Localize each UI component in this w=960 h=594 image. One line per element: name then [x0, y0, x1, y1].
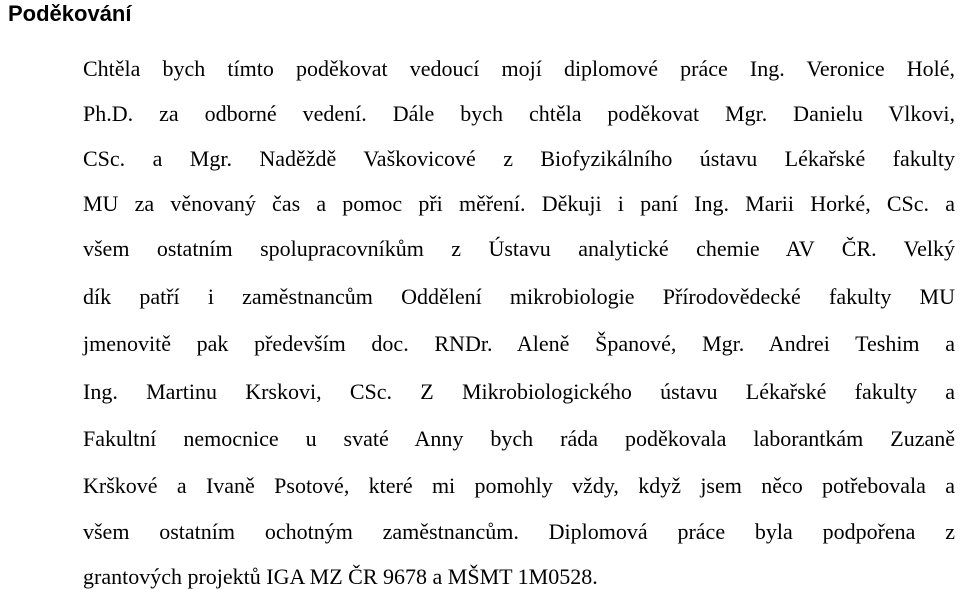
paragraph-line: Chtěla bych tímto poděkovat vedoucí mojí diplomové práce Ing. Veronice Holé, [83, 56, 955, 81]
paragraph-line: jmenovitě pak především doc. RNDr. Aleně Španové, Mgr. Andrei Teshim a [83, 331, 955, 356]
paragraph-line: Ph.D. za odborné vedení. Dále bych chtěla poděkovat Mgr. Danielu Vlkovi, [83, 101, 955, 126]
paragraph-line: Fakultní nemocnice u svaté Anny bych ráda poděkovala laborantkám Zuzaně [83, 426, 955, 451]
paragraph-line: dík patří i zaměstnancům Oddělení mikrobiologie Přírodovědecké fakulty MU [83, 284, 955, 309]
paragraph-line: MU za věnovaný čas a pomoc při měření. Děkuji i paní Ing. Marii Horké, CSc. a [83, 191, 955, 216]
page-title: Poděkování [8, 1, 132, 26]
paragraph-line: Krškové a Ivaně Psotové, které mi pomohly vždy, když jsem něco potřebovala a [83, 473, 955, 498]
paragraph-line: grantových projektů IGA MZ ČR 9678 a MŠMT 1M0528. [83, 564, 598, 589]
paragraph-line: Ing. Martinu Krskovi, CSc. Z Mikrobiologického ústavu Lékařské fakulty a [83, 379, 955, 404]
paragraph-line: všem ostatním ochotným zaměstnancům. Diplomová práce byla podpořena z [83, 519, 955, 544]
paragraph-line: všem ostatním spolupracovníkům z Ústavu analytické chemie AV ČR. Velký [83, 236, 955, 261]
paragraph-line: CSc. a Mgr. Naděždě Vaškovicové z Biofyzikálního ústavu Lékařské fakulty [83, 146, 955, 171]
